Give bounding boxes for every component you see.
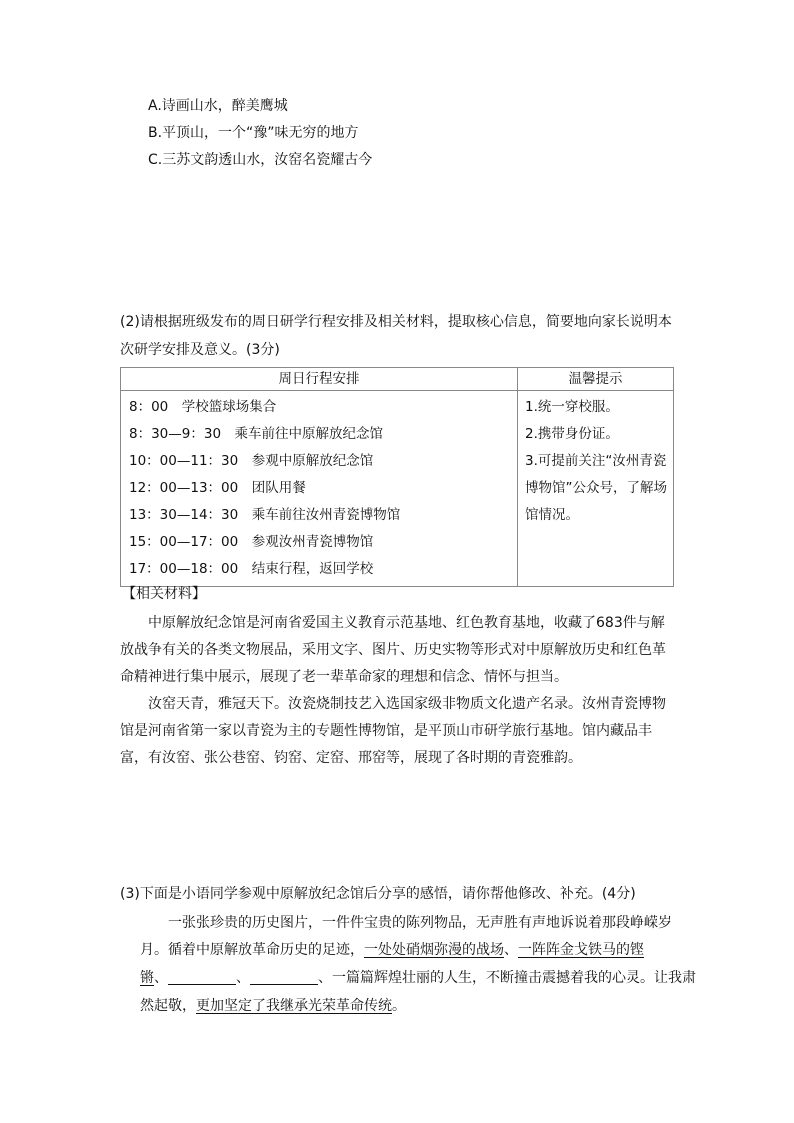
option-a: A.诗画山水，醉美鹰城 — [148, 98, 288, 114]
essay-text: 月。循着中原解放革命历史的足迹， — [140, 942, 364, 958]
essay-text: 。 — [392, 998, 406, 1014]
materials-body — [120, 610, 674, 772]
question-2-line-2: 次研学安排及意义。(3分) — [120, 342, 280, 358]
schedule-list — [121, 391, 517, 583]
tips-header: 温馨提示 — [518, 368, 674, 391]
option-b: B.平顶山，一个“豫”味无穷的地方 — [148, 125, 359, 141]
schedule-item: 8：30—9：30 乘车前往中原解放纪念馆 — [129, 426, 384, 442]
tip-item: 3.可提前关注“汝州青瓷博物馆”公众号，了解场馆情况。 — [525, 453, 667, 523]
schedule-item: 8：00 学校篮球场集合 — [129, 399, 277, 415]
essay-line-3 — [140, 965, 696, 991]
essay-line-4 — [140, 993, 406, 1019]
underlined-phrase: 一处处硝烟弥漫的战场 — [364, 942, 504, 958]
tip-item: 1.统一穿校服。 — [525, 399, 619, 415]
schedule-item: 12：00—13：00 团队用餐 — [129, 480, 306, 496]
essay-text: 、 — [236, 970, 250, 986]
schedule-header: 周日行程安排 — [121, 368, 518, 391]
essay-text: 、 — [504, 942, 518, 958]
option-c: C.三苏文韵透山水，汝窑名瓷耀古今 — [148, 152, 373, 168]
material-paragraph-1: 中原解放纪念馆是河南省爱国主义教育示范基地、红色教育基地，收藏了683件与解放战争有关的各类文物展品，采用文字、图片、历史实物等形式对中原解放历史和红色革命精神进行集中展示，展现了老一辈革命家的理想和信念、情怀与担当。 — [120, 615, 666, 685]
essay-text: 、一篇篇辉煌壮丽的人生，不断撞击震撼着我的心灵。让我肃 — [318, 970, 696, 986]
schedule-item: 10：00—11：30 参观中原解放纪念馆 — [129, 453, 374, 469]
fill-blank-1[interactable] — [168, 968, 236, 985]
essay-text: 然起敬， — [140, 998, 196, 1014]
underlined-phrase: 一阵阵金戈铁马的铿 — [518, 942, 644, 958]
materials-label: 【相关材料】 — [122, 586, 206, 602]
question-2-line-1: (2)请根据班级发布的周日研学行程安排及相关材料，提取核心信息，简要地向家长说明本 — [120, 314, 672, 330]
schedule-table — [120, 367, 674, 587]
underlined-phrase: 更加坚定了我继承光荣革命传统 — [196, 998, 392, 1014]
tip-item: 2.携带身份证。 — [525, 426, 619, 442]
schedule-item: 13：30—14：30 乘车前往汝州青瓷博物馆 — [129, 507, 401, 523]
schedule-item: 17：00—18：00 结束行程，返回学校 — [129, 561, 374, 577]
question-3-line-1: (3)下面是小语同学参观中原解放纪念馆后分享的感悟，请你帮他修改、补充。(4分) — [120, 886, 636, 902]
schedule-item: 15：00—17：00 参观汝州青瓷博物馆 — [129, 534, 374, 550]
essay-text: 、 — [154, 970, 168, 986]
material-paragraph-2: 汝窑天青，雅冠天下。汝瓷烧制技艺入选国家级非物质文化遗产名录。汝州青瓷博物馆是河南省第一家以青瓷为主的专题性博物馆，是平顶山市研学旅行基地。馆内藏品丰富，有汝窑、张公巷窑、钧窑、定窑、邢窑等，展现了各时期的青瓷雅韵。 — [120, 696, 666, 766]
underlined-phrase: 锵 — [140, 970, 154, 986]
essay-line-1: 一张张珍贵的历史图片，一件件宝贵的陈列物品，无声胜有声地诉说着那段峥嵘岁 — [168, 915, 672, 931]
fill-blank-2[interactable] — [250, 968, 318, 985]
essay-line-2 — [140, 937, 644, 963]
